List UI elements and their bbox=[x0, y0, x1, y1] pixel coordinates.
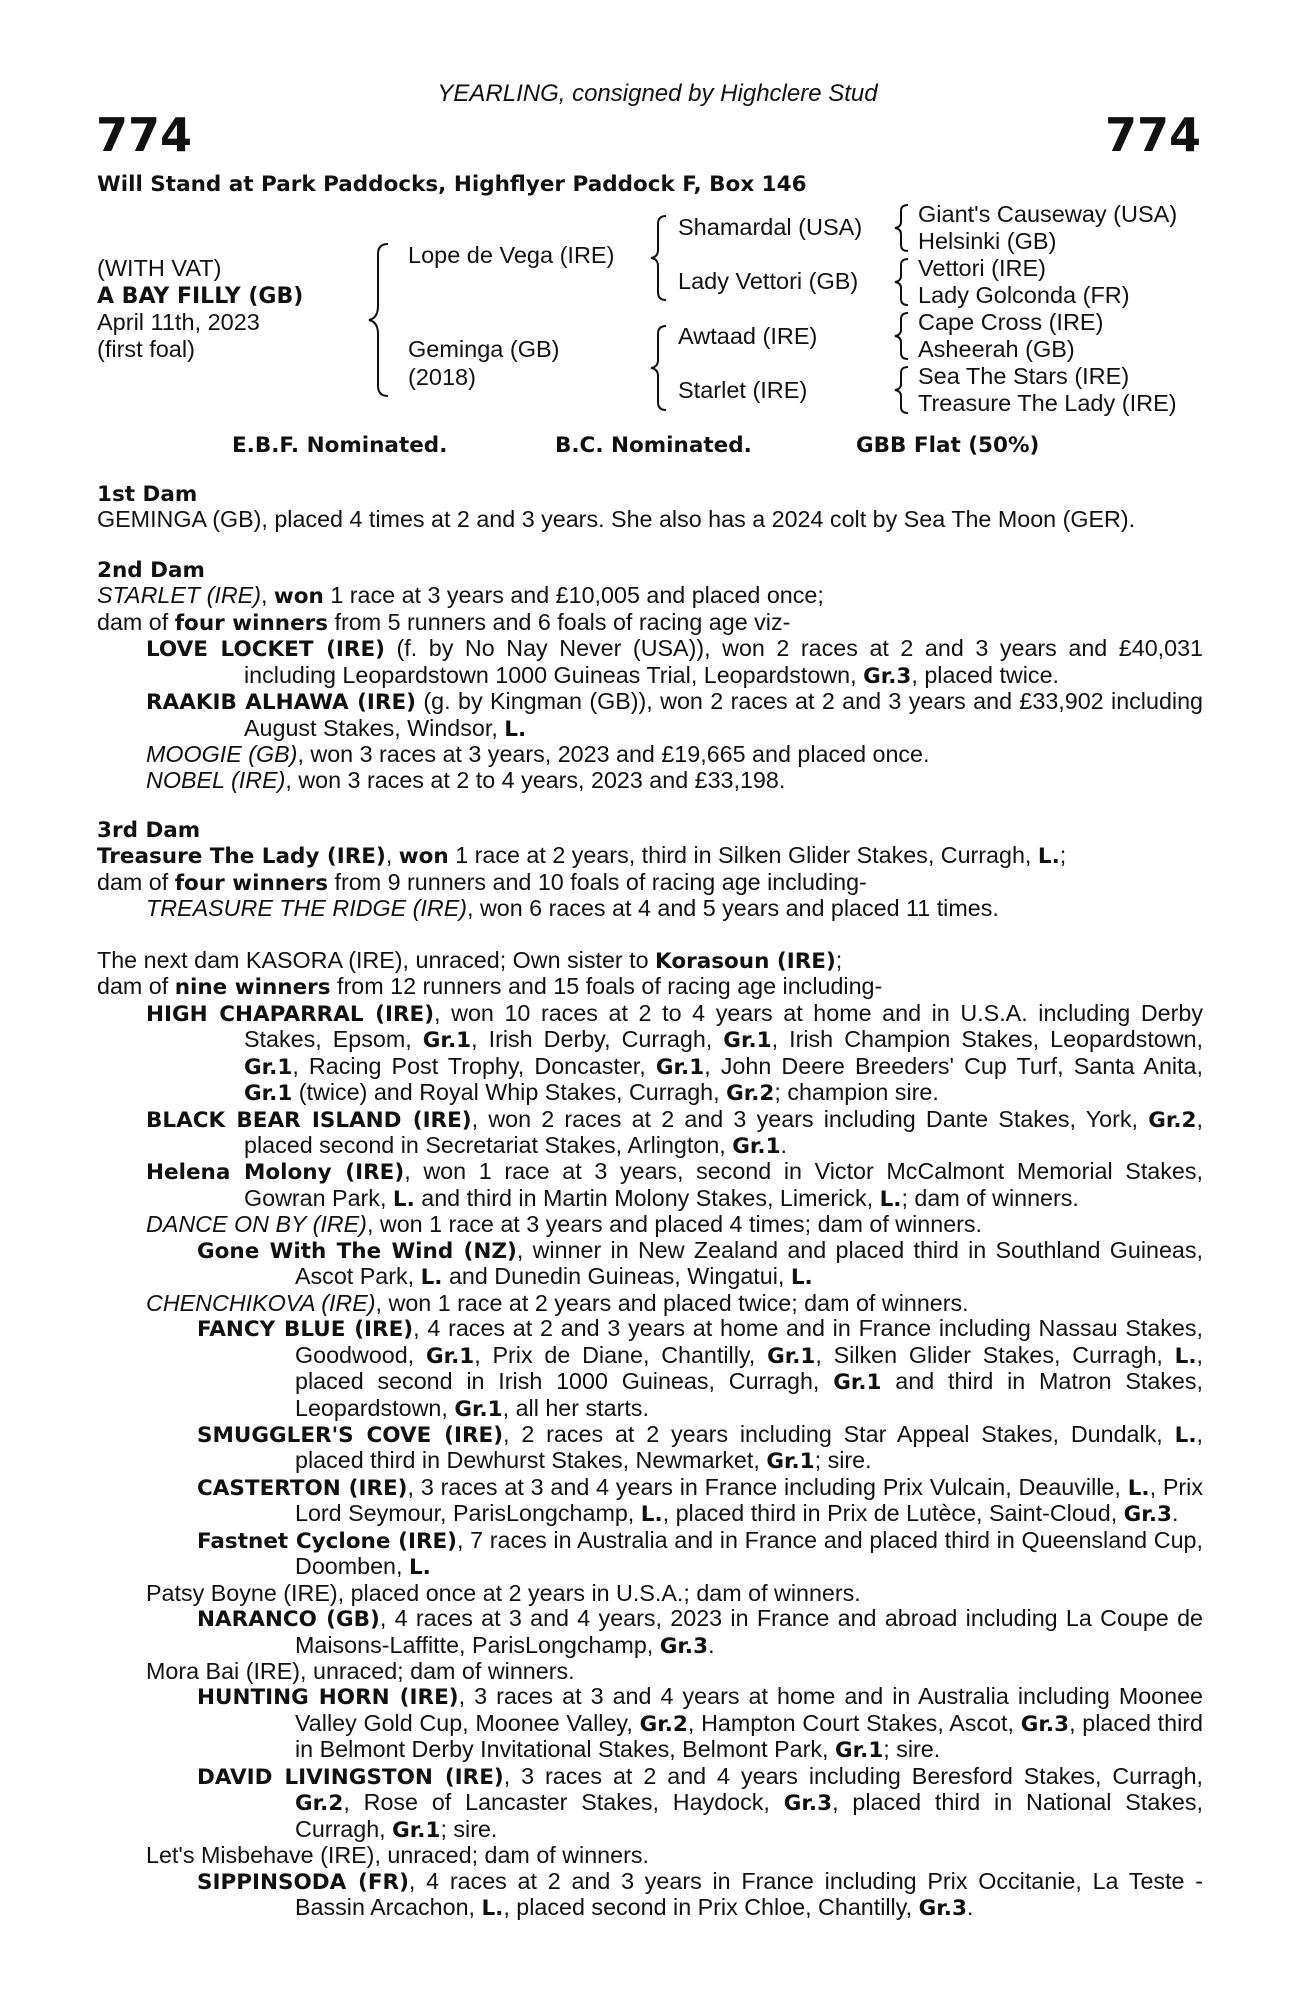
grandsire-3: Vettori (IRE) bbox=[918, 255, 1046, 281]
produce-entry: Patsy Boyne (IRE), placed once at 2 years in U.S.A.; dam of winners. bbox=[146, 1579, 861, 1606]
gbb-flat: GBB Flat (50%) bbox=[856, 433, 1040, 458]
sire-sire: Shamardal (USA) bbox=[678, 214, 863, 240]
produce-entry: LOVE LOCKET (IRE) (f. by No Nay Never (USA)), won 2 races at 2 and 3 years and £40,031 including Leopardstown 1000 Guineas Trial, Leopardstown, Gr.3, placed twice. bbox=[146, 635, 1203, 689]
brace-icon bbox=[366, 240, 392, 400]
produce-entry: NARANCO (GB), 4 races at 3 and 4 years, 2023 in France and abroad including La Coupe de Maisons-Laffitte, ParisLongchamp, Gr.3. bbox=[197, 1605, 1203, 1659]
produce-entry: BLACK BEAR ISLAND (IRE), won 2 races at 2 and 3 years including Dante Stakes, York, Gr.2, placed second in Secretariat Stakes, Arlington, Gr.1. bbox=[146, 1105, 1203, 1159]
next-dam-summary: dam of nine winners from 12 runners and 15 foals of racing age including- bbox=[97, 973, 883, 1001]
produce-entry: Gone With The Wind (NZ), winner in New Zealand and placed third in Southland Guineas, Ascot Park, L. and Dunedin Guineas, Wingatui, L. bbox=[197, 1236, 1203, 1291]
lot-number-left: 774 bbox=[96, 108, 193, 162]
second-dam-summary: dam of four winners from 5 runners and 6 foals of racing age viz- bbox=[97, 608, 791, 636]
third-dam-line: Treasure The Lady (IRE), won 1 race at 2 years, third in Silken Glider Stakes, Curragh, L.; bbox=[97, 842, 1067, 870]
third-dam-heading: 3rd Dam bbox=[97, 817, 201, 843]
produce-entry: HUNTING HORN (IRE), 3 races at 3 and 4 years at home and in Australia including Moonee Valley Gold Cup, Moonee Valley, Gr.2, Hampton Court Stakes, Ascot, Gr.3, placed third in Belmont Derby Invitational Stakes, Belmont Park, Gr.1; sire. bbox=[197, 1683, 1204, 1764]
second-dam-heading: 2nd Dam bbox=[97, 557, 205, 583]
sire: Lope de Vega (IRE) bbox=[408, 242, 615, 268]
next-dam-line: The next dam KASORA (IRE), unraced; Own sister to Korasoun (IRE); bbox=[97, 946, 843, 974]
grandsire-5: Cape Cross (IRE) bbox=[918, 309, 1104, 335]
brace-icon bbox=[892, 202, 912, 254]
horse-name: A BAY FILLY (GB) bbox=[97, 284, 304, 309]
brace-icon bbox=[892, 256, 912, 308]
produce-entry: HIGH CHAPARRAL (IRE), won 10 races at 2 to 4 years at home and in U.S.A. including Derby Stakes, Epsom, Gr.1, Irish Derby, Curragh, Gr.1, Irish Champion Stakes, Leopardstown, Gr.1, Racing Post Trophy, Doncaster, Gr.1, John Deere Breeders' Cup Turf, Santa Anita, Gr.1 (twice) and Royal Whip Stakes, Curragh, Gr.2; champion sire. bbox=[146, 999, 1203, 1107]
dam: Geminga (GB) bbox=[408, 336, 560, 362]
produce-entry: RAAKIB ALHAWA (IRE) (g. by Kingman (GB)), won 2 races at 2 and 3 years and £33,902 including August Stakes, Windsor, L. bbox=[146, 688, 1203, 742]
first-dam-heading: 1st Dam bbox=[97, 482, 198, 507]
produce-entry: FANCY BLUE (IRE), 4 races at 2 and 3 years at home and in France including Nassau Stakes, Goodwood, Gr.1, Prix de Diane, Chantilly, Gr.1, Silken Glider Stakes, Curragh, L., placed second in Irish 1000 Guineas, Curragh, Gr.1 and third in Matron Stakes, Leopardstown, Gr.1, all her starts. bbox=[197, 1315, 1204, 1422]
sire-dam: Lady Vettori (GB) bbox=[678, 268, 859, 294]
granddam-2: Helsinki (GB) bbox=[918, 228, 1057, 254]
produce-entry: MOOGIE (GB), won 3 races at 3 years, 2023 and £19,665 and placed once. bbox=[146, 741, 930, 768]
produce-entry: TREASURE THE RIDGE (IRE), won 6 races at 4 and 5 years and placed 11 times. bbox=[146, 895, 999, 922]
vat-note: (WITH VAT) bbox=[97, 255, 222, 281]
dam-year: (2018) bbox=[408, 364, 476, 390]
stabling-location: Will Stand at Park Paddocks, Highflyer Paddock F, Box 146 bbox=[97, 172, 807, 197]
granddam-4: Lady Golconda (FR) bbox=[918, 282, 1130, 308]
grandsire-7: Sea The Stars (IRE) bbox=[918, 363, 1130, 389]
produce-entry: Mora Bai (IRE), unraced; dam of winners. bbox=[146, 1658, 575, 1685]
granddam-8: Treasure The Lady (IRE) bbox=[918, 390, 1177, 416]
produce-entry: DAVID LIVINGSTON (IRE), 3 races at 2 and 4 years including Beresford Stakes, Curragh, Gr.2, Rose of Lancaster Stakes, Haydock, Gr.3, placed third in National Stakes, Curragh, Gr.1; sire. bbox=[197, 1762, 1204, 1843]
produce-record bbox=[97, 482, 1203, 1922]
third-dam-summary: dam of four winners from 9 runners and 10 foals of racing age including- bbox=[97, 868, 867, 896]
dam-dam: Starlet (IRE) bbox=[678, 377, 808, 403]
produce-entry: Helena Molony (IRE), won 1 race at 3 years, second in Victor McCalmont Memorial Stakes, Gowran Park, L. and third in Martin Molony Stakes, Limerick, L.; dam of winners. bbox=[146, 1158, 1203, 1212]
produce-entry: Fastnet Cyclone (IRE), 7 races in Australia and in France and placed third in Queensland Cup, Doomben, L. bbox=[197, 1526, 1203, 1581]
second-dam-line: STARLET (IRE), won 1 race at 3 years and £10,005 and placed once; bbox=[97, 582, 824, 610]
foal-note: (first foal) bbox=[97, 336, 195, 362]
produce-entry: CHENCHIKOVA (IRE), won 1 race at 2 years and placed twice; dam of winners. bbox=[146, 1289, 969, 1316]
brace-icon bbox=[892, 310, 912, 362]
produce-entry: Let's Misbehave (IRE), unraced; dam of winners. bbox=[146, 1842, 649, 1869]
ebf-nomination: E.B.F. Nominated. bbox=[232, 433, 448, 458]
consignor-line: YEARLING, consigned by Highclere Stud bbox=[437, 80, 878, 107]
foaling-date: April 11th, 2023 bbox=[97, 309, 260, 335]
bc-nomination: B.C. Nominated. bbox=[555, 433, 752, 458]
produce-entry: CASTERTON (IRE), 3 races at 3 and 4 years in France including Prix Vulcain, Deauville, L., Prix Lord Seymour, ParisLongchamp, L., placed third in Prix de Lutèce, Saint-Cloud, Gr.3. bbox=[197, 1473, 1203, 1528]
brace-icon bbox=[648, 212, 670, 302]
first-dam-text: GEMINGA (GB), placed 4 times at 2 and 3 years. She also has a 2024 colt by Sea The Moon (GER). bbox=[97, 506, 1136, 533]
brace-icon bbox=[892, 364, 912, 416]
produce-entry: SIPPINSODA (FR), 4 races at 2 and 3 years in France including Prix Occitanie, La Teste - Bassin Arcachon, L., placed second in Prix Chloe, Chantilly, Gr.3. bbox=[197, 1867, 1203, 1922]
produce-entry: NOBEL (IRE), won 3 races at 2 to 4 years, 2023 and £33,198. bbox=[146, 766, 786, 793]
produce-entry: SMUGGLER'S COVE (IRE), 2 races at 2 years including Star Appeal Stakes, Dundalk, L., placed third in Dewhurst Stakes, Newmarket, Gr.1; sire. bbox=[197, 1420, 1203, 1475]
brace-icon bbox=[648, 322, 670, 412]
granddam-6: Asheerah (GB) bbox=[918, 336, 1075, 362]
dam-sire: Awtaad (IRE) bbox=[678, 323, 818, 349]
produce-entry: DANCE ON BY (IRE), won 1 race at 3 years and placed 4 times; dam of winners. bbox=[146, 1211, 983, 1238]
lot-number-right: 774 bbox=[1104, 108, 1201, 162]
grandsire-1: Giant's Causeway (USA) bbox=[918, 201, 1178, 227]
